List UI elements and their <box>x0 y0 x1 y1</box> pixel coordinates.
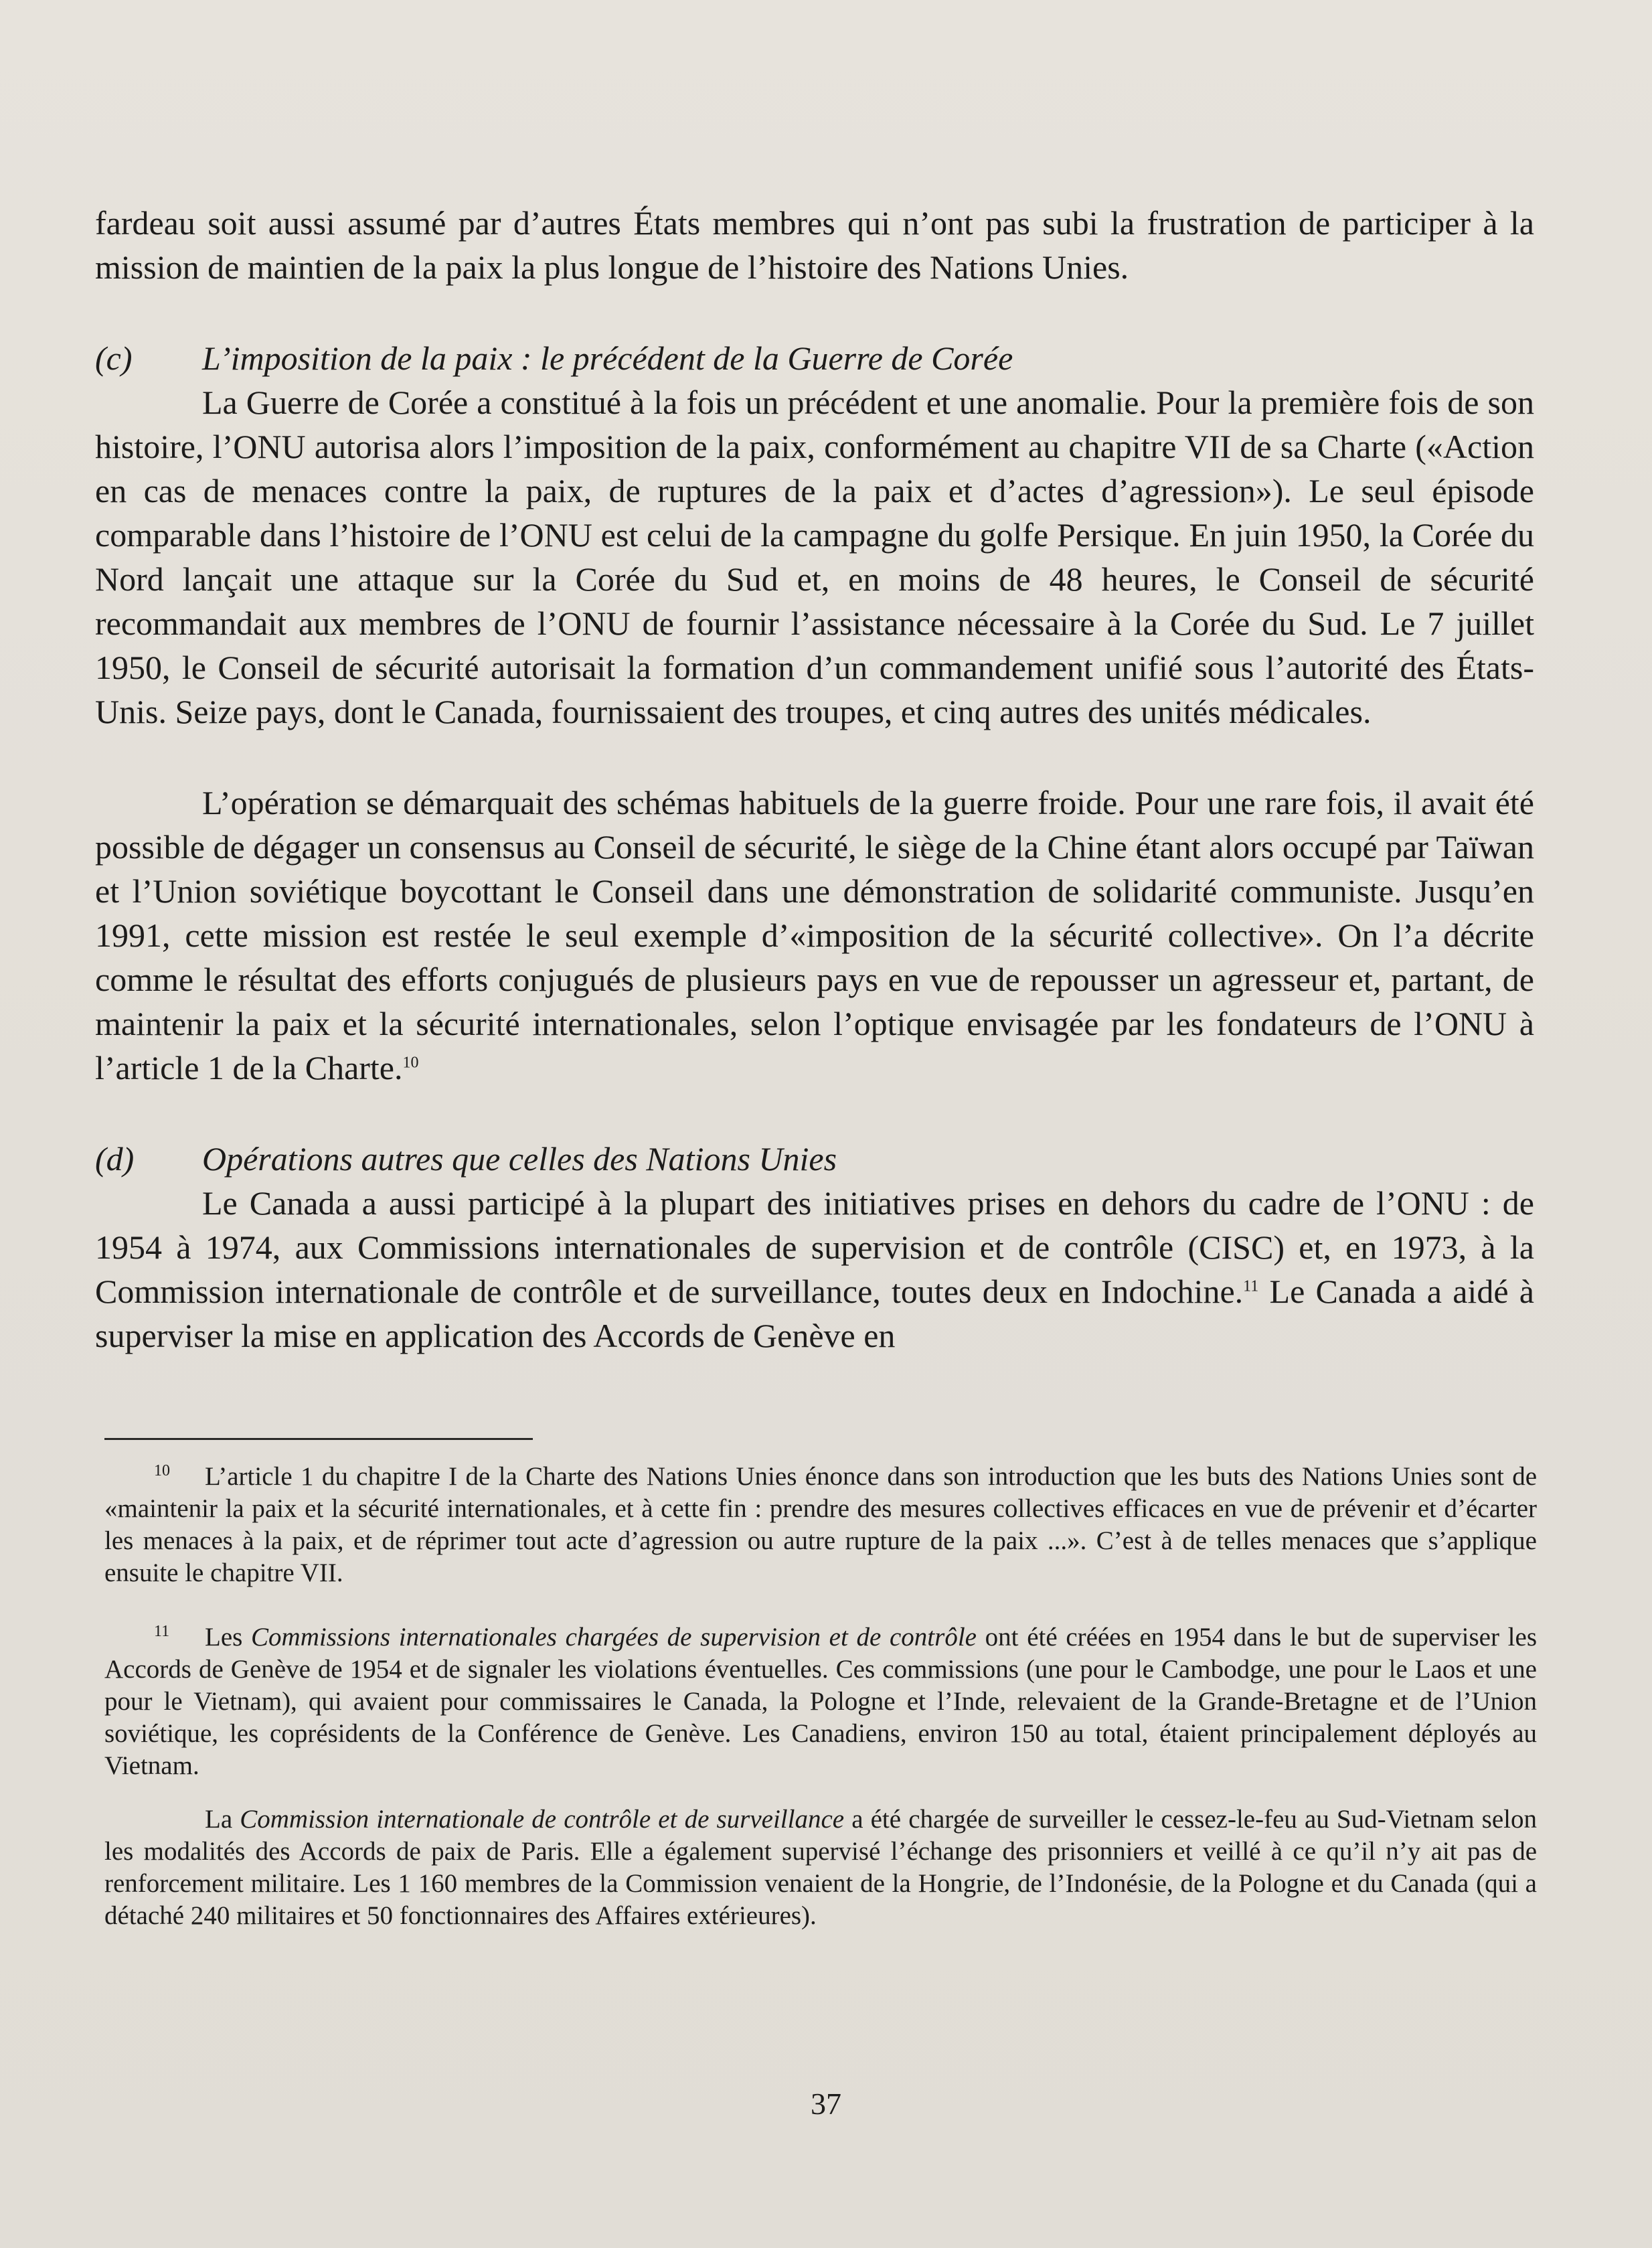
section-marker-d: (d) <box>95 1140 135 1178</box>
footnote-11b-lead: La <box>205 1805 240 1834</box>
footnote-11: 11 Les Commissions internationales chargées de supervision et de contrôle ont été créées en 1954 dans le but de superviser les Accords de Genève de 1954 et de signaler les violations éventuelles. Ces commissions (une pour le Cambodge, une pour le Laos et une pour le Vietnam), qui avaient pour commissaires le Canada, la Pologne et l’Inde, relevaient de la Grande-Bretagne et de l’Union soviétique, les coprésidents de la Conférence de Genève. Les Canadiens, environ 150 au total, étaient principalement déployés au Vietnam. <box>104 1623 1537 1780</box>
paragraph-operation <box>95 781 1534 1090</box>
footnote-ref-11: 11 <box>1243 1277 1259 1295</box>
spacer <box>95 289 1534 336</box>
footnote-11b-text: a été chargée de surveiller le cessez-le-feu au Sud-Vietnam selon les modalités des Accords de paix de Paris. Elle a également supervisé l’échange des prisonniers et veillé à ce qu’il n’y ait pas de renforcement militaire. Les 1 160 membres de la Commission venaient de la Hongrie, de l’Indonésie, de la Pologne et du Canada (qui a détaché 240 militaires et 50 fonctionnaires des Affaires extérieures). <box>104 1805 1537 1930</box>
spacer <box>104 1589 1537 1621</box>
paragraph-operation-text: L’opération se démarquait des schémas habituels de la guerre froide. Pour une rare fois, il avait été possible de dégager un consensus au Conseil de sécurité, le siège de la Chine étant alors occupé par Taïwan et l’Union soviétique boycottant le Conseil dans une démonstration de solidarité communiste. Jusqu’en 1991, cette mission est restée le seul exemple d’«imposition de la sécurité collective». On l’a décrite comme le résultat des efforts conjugués de plusieurs pays en vue de repousser un agresseur et, partant, de maintenir la paix et la sécurité internationales, selon l’optique envisagée par les fondateurs de l’ONU à l’article 1 de la Charte. <box>95 784 1534 1087</box>
section-title-d: Opérations autres que celles des Nations Unies <box>202 1140 837 1178</box>
section-heading-d <box>95 1137 1534 1181</box>
footnote-ref-10: 10 <box>402 1054 419 1072</box>
footnotes <box>104 1461 1537 1932</box>
paragraph-non-un-operations <box>95 1181 1534 1358</box>
main-text <box>95 201 1534 1358</box>
footnote-text-10: L’article 1 du chapitre I de la Charte des Nations Unies énonce dans son introduction que les buts des Nations Unies sont de «maintenir la paix et la sécurité internationales, et à cette fin : prendre des mesures collectives efficaces en vue de prévenir et d’écarter les menaces à la paix, et de réprimer tout acte d’agression ou autre rupture de la paix ...». C’est à de telles menaces que s’applique ensuite le chapitre VII. <box>104 1462 1537 1587</box>
section-marker-c: (c) <box>95 339 133 377</box>
footnote-11-text: ont été créées en 1954 dans le but de superviser les Accords de Genève de 1954 et de signaler les violations éventuelles. Ces commissions (une pour le Cambodge, une pour le Laos et une pour le Vietnam), qui avaient pour commissaires le Canada, la Pologne et l’Inde, relevaient de la Grande-Bretagne et de l’Union soviétique, les coprésidents de la Conférence de Genève. Les Canadiens, environ 150 au total, étaient principalement déployés au Vietnam. <box>104 1623 1537 1780</box>
section-title-c: L’imposition de la paix : le précédent de la Guerre de Corée <box>202 339 1013 377</box>
footnote-11-continued <box>104 1803 1537 1932</box>
spacer <box>95 1090 1534 1137</box>
section-heading-c <box>95 336 1534 380</box>
footnote-separator <box>104 1438 533 1440</box>
spacer <box>95 734 1534 781</box>
paragraph-non-un-text-a: Le Canada a aussi participé à la plupart des initiatives prises en dehors du cadre de l’ONU : de 1954 à 1974, aux Commissions internationales de supervision et de contrôle (CISC) et, en 1973, à la Commission internationale de contrôle et de surveillance, toutes deux en Indochine. <box>95 1184 1534 1310</box>
spacer <box>104 1782 1537 1803</box>
page-number: 37 <box>811 2087 841 2121</box>
footnote-11b-italic: Commission internationale de contrôle et de surveillance <box>240 1805 845 1834</box>
footnote-10: 10 L’article 1 du chapitre I de la Charte des Nations Unies énonce dans son introduction que les buts des Nations Unies sont de «maintenir la paix et la sécurité internationales, et à cette fin : prendre des mesures collectives efficaces en vue de prévenir et d’écarter les menaces à la paix, et de réprimer tout acte d’agression ou autre rupture de la paix ...». C’est à de telles menaces que s’applique ensuite le chapitre VII. <box>104 1462 1537 1587</box>
footnote-11-italic: Commissions internationales chargées de supervision et de contrôle <box>251 1623 977 1652</box>
paragraph-continuation: fardeau soit aussi assumé par d’autres États membres qui n’ont pas subi la frustration de participer à la mission de maintien de la paix la plus longue de l’histoire des Nations Unies. <box>95 204 1534 286</box>
paragraph-non-un-text-b: Le Canada a aidé à superviser la mise en application des Accords de Genève en <box>95 1273 1534 1354</box>
paragraph-korea: La Guerre de Corée a constitué à la fois un précédent et une anomalie. Pour la première fois de son histoire, l’ONU autorisa alors l’imposition de la paix, conformément au chapitre VII de sa Charte («Action en cas de menaces contre la paix, de ruptures de la paix et d’actes d’agression»). Le seul épisode comparable dans l’histoire de l’ONU est celui de la campagne du golfe Persique. En juin 1950, la Corée du Nord lançait une attaque sur la Corée du Sud et, en moins de 48 heures, le Conseil de sécurité recommandait aux membres de l’ONU de fournir l’assistance nécessaire à la Corée du Sud. Le 7 juillet 1950, le Conseil de sécurité autorisait la formation d’un commandement unifié sous l’autorité des États-Unis. Seize pays, dont le Canada, fournissaient des troupes, et cinq autres des unités médicales. <box>95 384 1534 730</box>
footnote-11-lead: Les <box>205 1623 252 1652</box>
